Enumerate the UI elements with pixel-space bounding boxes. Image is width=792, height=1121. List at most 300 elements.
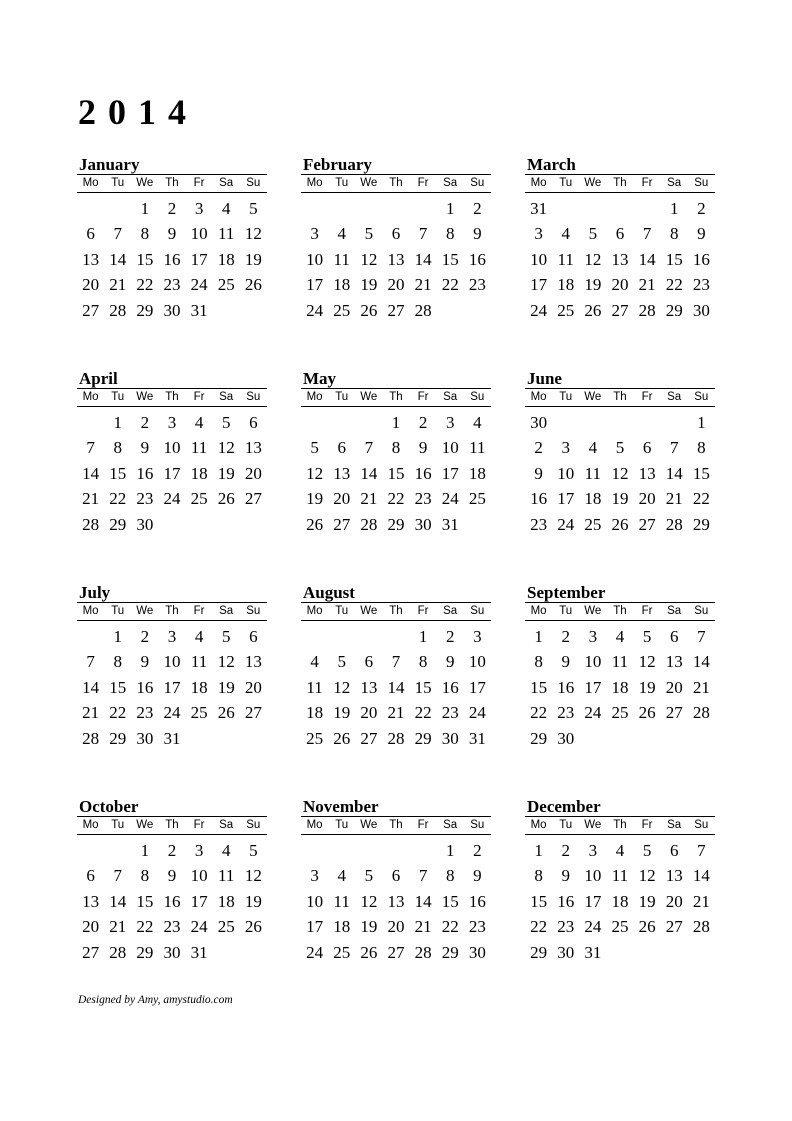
day-cell: 21 (387, 703, 405, 723)
day-cell: 22 (136, 917, 154, 937)
month-name: February (303, 155, 372, 174)
day-cell: 25 (306, 728, 324, 748)
weekday-label: Fr (641, 177, 653, 189)
month-name: April (79, 369, 118, 388)
weekday-header (77, 174, 267, 193)
day-cell: 22 (109, 703, 127, 723)
day-cell: 1 (418, 626, 428, 646)
day-cell: 30 (441, 728, 459, 748)
weekday-label: Fr (641, 819, 653, 831)
day-cell: 25 (584, 514, 602, 534)
weeks (77, 410, 267, 538)
weekday-label: Sa (443, 605, 458, 617)
day-cell: 7 (642, 224, 652, 244)
day-cell: 8 (391, 438, 401, 458)
day-cell: 7 (113, 866, 122, 886)
day-cell: 9 (561, 866, 570, 886)
week-row (77, 461, 267, 487)
day-cell: 11 (218, 866, 235, 886)
weekday-label: Fr (193, 177, 205, 189)
day-cell: 8 (418, 652, 428, 672)
day-cell: 31 (468, 728, 486, 748)
day-cell: 31 (441, 514, 459, 534)
day-cell: 3 (310, 866, 319, 886)
day-cell: 24 (530, 300, 548, 320)
day-cell: 8 (140, 224, 150, 244)
day-cell: 5 (615, 438, 625, 458)
day-cell: 23 (163, 917, 181, 937)
weekday-header (525, 816, 715, 835)
week-row (525, 222, 715, 248)
day-cell: 19 (217, 677, 235, 697)
day-cell: 30 (163, 300, 181, 320)
day-cell: 28 (692, 917, 710, 937)
day-cell: 17 (557, 489, 575, 509)
day-cell: 21 (638, 275, 656, 295)
day-cell: 6 (337, 438, 346, 458)
day-cell: 22 (414, 703, 432, 723)
week-row (77, 247, 267, 273)
month-name: July (79, 583, 111, 602)
weekday-label: Su (694, 605, 709, 617)
day-cell: 7 (364, 438, 374, 458)
day-cell: 18 (557, 275, 575, 295)
day-cell: 24 (584, 703, 602, 723)
day-cell: 1 (113, 626, 122, 646)
weekday-label: Mo (82, 605, 99, 617)
day-cell: 29 (414, 728, 432, 748)
day-cell: 29 (109, 514, 127, 534)
day-cell: 17 (163, 463, 181, 483)
weekday-label: Th (165, 177, 179, 189)
day-cell: 27 (244, 489, 262, 509)
week-row (77, 410, 267, 436)
day-cell: 8 (534, 652, 543, 672)
weekday-header (301, 388, 491, 407)
day-cell: 18 (190, 677, 208, 697)
month-december (525, 797, 715, 966)
day-cell: 21 (82, 703, 100, 723)
day-cell: 2 (473, 840, 482, 860)
weeks (301, 838, 491, 966)
weekday-label: Tu (111, 391, 125, 403)
day-cell: 11 (333, 249, 350, 269)
week-row (525, 461, 715, 487)
day-cell: 5 (337, 652, 346, 672)
weeks (525, 624, 715, 752)
month-july (77, 583, 267, 752)
day-cell: 31 (584, 942, 602, 962)
day-cell: 12 (360, 891, 378, 911)
day-cell: 12 (306, 463, 324, 483)
day-cell: 19 (244, 891, 262, 911)
month-june (525, 369, 715, 538)
day-cell: 24 (557, 514, 575, 534)
day-cell: 25 (557, 300, 575, 320)
day-cell: 14 (638, 249, 656, 269)
weekday-label: Fr (641, 391, 653, 403)
day-cell: 23 (530, 514, 548, 534)
day-cell: 16 (136, 463, 154, 483)
day-cell: 29 (136, 300, 154, 320)
week-row (525, 410, 715, 436)
weekday-label: Sa (219, 605, 234, 617)
day-cell: 13 (665, 652, 683, 672)
week-row (77, 273, 267, 299)
day-cell: 27 (665, 917, 683, 937)
day-cell: 5 (588, 224, 598, 244)
weekday-label: We (584, 605, 602, 617)
day-cell: 20 (333, 489, 351, 509)
weekday-header (525, 388, 715, 407)
weekday-header (77, 388, 267, 407)
day-cell: 2 (561, 840, 570, 860)
day-cell: 29 (530, 942, 548, 962)
day-cell: 25 (190, 489, 208, 509)
day-cell: 4 (194, 412, 204, 432)
day-cell: 3 (534, 224, 543, 244)
day-cell: 8 (697, 438, 706, 458)
day-cell: 4 (615, 626, 625, 646)
day-cell: 8 (669, 224, 679, 244)
day-cell: 11 (218, 224, 235, 244)
week-row (77, 650, 267, 676)
day-cell: 15 (441, 891, 459, 911)
day-cell: 19 (360, 917, 378, 937)
day-cell: 20 (611, 275, 629, 295)
day-cell: 10 (163, 438, 181, 458)
day-cell: 28 (82, 514, 100, 534)
weekday-label: Th (613, 177, 627, 189)
day-cell: 7 (86, 652, 95, 672)
day-cell: 9 (473, 224, 482, 244)
day-cell: 6 (669, 626, 679, 646)
day-cell: 20 (665, 677, 683, 697)
day-cell: 3 (473, 626, 482, 646)
weekday-label: Mo (82, 819, 99, 831)
day-cell: 4 (310, 652, 319, 672)
day-cell: 9 (561, 652, 570, 672)
day-cell: 4 (221, 198, 231, 218)
day-cell: 9 (418, 438, 428, 458)
day-cell: 10 (530, 249, 548, 269)
weekday-label: Sa (443, 391, 458, 403)
weekday-label: Th (389, 391, 403, 403)
day-cell: 23 (557, 917, 575, 937)
day-cell: 17 (306, 917, 324, 937)
weekday-label: Su (470, 605, 485, 617)
day-cell: 11 (190, 652, 208, 672)
weekday-label: Th (165, 605, 179, 617)
weekday-label: Th (613, 819, 627, 831)
weekday-label: Tu (111, 819, 125, 831)
day-cell: 18 (217, 249, 235, 269)
day-cell: 27 (638, 514, 656, 534)
day-cell: 22 (441, 917, 459, 937)
week-row (301, 487, 491, 513)
week-row (301, 915, 491, 941)
weekday-label: Tu (335, 605, 349, 617)
designer-credit: Designed by Amy, amystudio.com (78, 994, 233, 1006)
day-cell: 13 (387, 249, 405, 269)
weekday-label: Sa (667, 391, 682, 403)
weekday-label: Tu (559, 177, 573, 189)
day-cell: 21 (360, 489, 378, 509)
day-cell: 21 (692, 891, 710, 911)
day-cell: 15 (136, 249, 154, 269)
weekday-label: We (360, 605, 378, 617)
day-cell: 19 (638, 677, 656, 697)
day-cell: 1 (445, 840, 455, 860)
weekday-header (77, 816, 267, 835)
day-cell: 11 (469, 438, 486, 458)
day-cell: 21 (414, 275, 432, 295)
day-cell: 18 (468, 463, 486, 483)
day-cell: 14 (387, 677, 405, 697)
weekday-label: We (136, 391, 154, 403)
month-name: October (79, 797, 139, 816)
weekday-label: We (360, 819, 378, 831)
weekday-label: We (136, 177, 154, 189)
weekday-label: Su (694, 819, 709, 831)
weekday-label: Tu (335, 177, 349, 189)
day-cell: 2 (473, 198, 482, 218)
week-row (77, 940, 267, 966)
week-row (77, 915, 267, 941)
day-cell: 12 (360, 249, 378, 269)
week-row (301, 675, 491, 701)
day-cell: 20 (387, 275, 405, 295)
weekday-label: Su (246, 605, 261, 617)
day-cell: 14 (414, 249, 432, 269)
day-cell: 23 (163, 275, 181, 295)
month-name: June (527, 369, 562, 388)
day-cell: 6 (391, 224, 401, 244)
day-cell: 5 (642, 840, 652, 860)
day-cell: 27 (82, 942, 100, 962)
weekday-label: Su (470, 391, 485, 403)
day-cell: 10 (306, 249, 324, 269)
day-cell: 6 (642, 438, 652, 458)
day-cell: 24 (306, 300, 324, 320)
day-cell: 2 (697, 198, 706, 218)
day-cell: 4 (337, 866, 346, 886)
day-cell: 26 (638, 703, 656, 723)
day-cell: 3 (588, 840, 598, 860)
day-cell: 23 (557, 703, 575, 723)
day-cell: 21 (82, 489, 100, 509)
week-row (525, 624, 715, 650)
weekday-label: Sa (667, 605, 682, 617)
day-cell: 26 (333, 728, 351, 748)
week-row (301, 247, 491, 273)
day-cell: 20 (244, 677, 262, 697)
day-cell: 14 (692, 652, 710, 672)
week-row (301, 273, 491, 299)
week-row (525, 726, 715, 752)
week-row (525, 247, 715, 273)
weekday-header (525, 602, 715, 621)
week-row (525, 889, 715, 915)
weekday-label: Sa (219, 391, 234, 403)
weekday-label: Su (246, 177, 261, 189)
week-row (77, 222, 267, 248)
day-cell: 1 (697, 412, 706, 432)
day-cell: 19 (638, 891, 656, 911)
week-row (301, 838, 491, 864)
day-cell: 6 (391, 866, 401, 886)
month-name: August (303, 583, 355, 602)
day-cell: 27 (665, 703, 683, 723)
day-cell: 29 (441, 942, 459, 962)
weekday-header (301, 816, 491, 835)
week-row (525, 650, 715, 676)
day-cell: 21 (692, 677, 710, 697)
weekday-label: Tu (559, 391, 573, 403)
day-cell: 20 (82, 275, 100, 295)
day-cell: 15 (530, 891, 548, 911)
day-cell: 12 (584, 249, 602, 269)
week-row (525, 838, 715, 864)
week-row (77, 838, 267, 864)
day-cell: 31 (190, 942, 208, 962)
day-cell: 20 (665, 891, 683, 911)
day-cell: 18 (306, 703, 324, 723)
day-cell: 20 (360, 703, 378, 723)
day-cell: 17 (306, 275, 324, 295)
day-cell: 22 (109, 489, 127, 509)
day-cell: 6 (249, 626, 258, 646)
day-cell: 11 (190, 438, 208, 458)
day-cell: 15 (692, 463, 710, 483)
day-cell: 25 (611, 917, 629, 937)
day-cell: 25 (217, 275, 235, 295)
day-cell: 12 (333, 677, 351, 697)
week-row (525, 487, 715, 513)
day-cell: 14 (82, 463, 100, 483)
weekday-label: We (360, 391, 378, 403)
day-cell: 26 (638, 917, 656, 937)
day-cell: 2 (167, 198, 177, 218)
weekday-label: Fr (193, 391, 205, 403)
day-cell: 27 (387, 942, 405, 962)
day-cell: 23 (441, 703, 459, 723)
day-cell: 8 (445, 866, 455, 886)
day-cell: 30 (692, 300, 710, 320)
day-cell: 21 (109, 275, 127, 295)
week-row (525, 864, 715, 890)
weekday-header (301, 174, 491, 193)
day-cell: 31 (190, 300, 208, 320)
day-cell: 5 (310, 438, 319, 458)
weekday-label: Th (389, 177, 403, 189)
day-cell: 25 (333, 942, 351, 962)
day-cell: 22 (441, 275, 459, 295)
day-cell: 10 (190, 224, 208, 244)
weekday-header (301, 602, 491, 621)
month-name: January (79, 155, 140, 174)
day-cell: 24 (190, 917, 208, 937)
day-cell: 16 (163, 891, 181, 911)
weekday-label: Tu (335, 819, 349, 831)
day-cell: 28 (638, 300, 656, 320)
day-cell: 28 (360, 514, 378, 534)
weekday-label: Fr (193, 819, 205, 831)
weekday-label: Su (246, 819, 261, 831)
weekday-label: Mo (530, 391, 547, 403)
weeks (77, 838, 267, 966)
day-cell: 31 (163, 728, 181, 748)
day-cell: 5 (364, 224, 374, 244)
weekday-label: Su (694, 391, 709, 403)
day-cell: 30 (530, 412, 548, 432)
day-cell: 29 (136, 942, 154, 962)
weeks (301, 410, 491, 538)
month-name: November (303, 797, 379, 816)
day-cell: 24 (441, 489, 459, 509)
day-cell: 13 (360, 677, 378, 697)
day-cell: 12 (611, 463, 629, 483)
day-cell: 3 (167, 412, 177, 432)
day-cell: 5 (249, 840, 258, 860)
weekday-label: Sa (667, 177, 682, 189)
day-cell: 2 (445, 626, 455, 646)
day-cell: 26 (611, 514, 629, 534)
day-cell: 30 (136, 514, 154, 534)
month-name: March (527, 155, 576, 174)
day-cell: 11 (333, 891, 350, 911)
day-cell: 26 (306, 514, 324, 534)
weekday-label: Fr (193, 605, 205, 617)
weeks (525, 410, 715, 538)
day-cell: 20 (387, 917, 405, 937)
weekday-label: Mo (530, 605, 547, 617)
day-cell: 15 (441, 249, 459, 269)
month-name: May (303, 369, 337, 388)
day-cell: 28 (414, 942, 432, 962)
day-cell: 1 (534, 626, 543, 646)
day-cell: 19 (360, 275, 378, 295)
day-cell: 11 (611, 866, 629, 886)
day-cell: 13 (82, 249, 100, 269)
weekday-label: Th (389, 819, 403, 831)
day-cell: 20 (638, 489, 656, 509)
weekday-label: Fr (417, 819, 429, 831)
weekday-label: Mo (530, 177, 547, 189)
day-cell: 9 (140, 652, 150, 672)
day-cell: 6 (669, 840, 679, 860)
month-october (77, 797, 267, 966)
day-cell: 27 (244, 703, 262, 723)
day-cell: 12 (217, 438, 235, 458)
weekday-label: Fr (417, 391, 429, 403)
weekday-label: Th (613, 605, 627, 617)
day-cell: 6 (615, 224, 625, 244)
weeks (77, 196, 267, 324)
day-cell: 7 (113, 224, 122, 244)
day-cell: 16 (468, 249, 486, 269)
day-cell: 19 (584, 275, 602, 295)
day-cell: 23 (692, 275, 710, 295)
day-cell: 18 (217, 891, 235, 911)
day-cell: 15 (136, 891, 154, 911)
week-row (77, 436, 267, 462)
weekday-label: Su (694, 177, 709, 189)
month-april (77, 369, 267, 538)
day-cell: 7 (391, 652, 401, 672)
weekday-label: Mo (530, 819, 547, 831)
week-row (301, 410, 491, 436)
